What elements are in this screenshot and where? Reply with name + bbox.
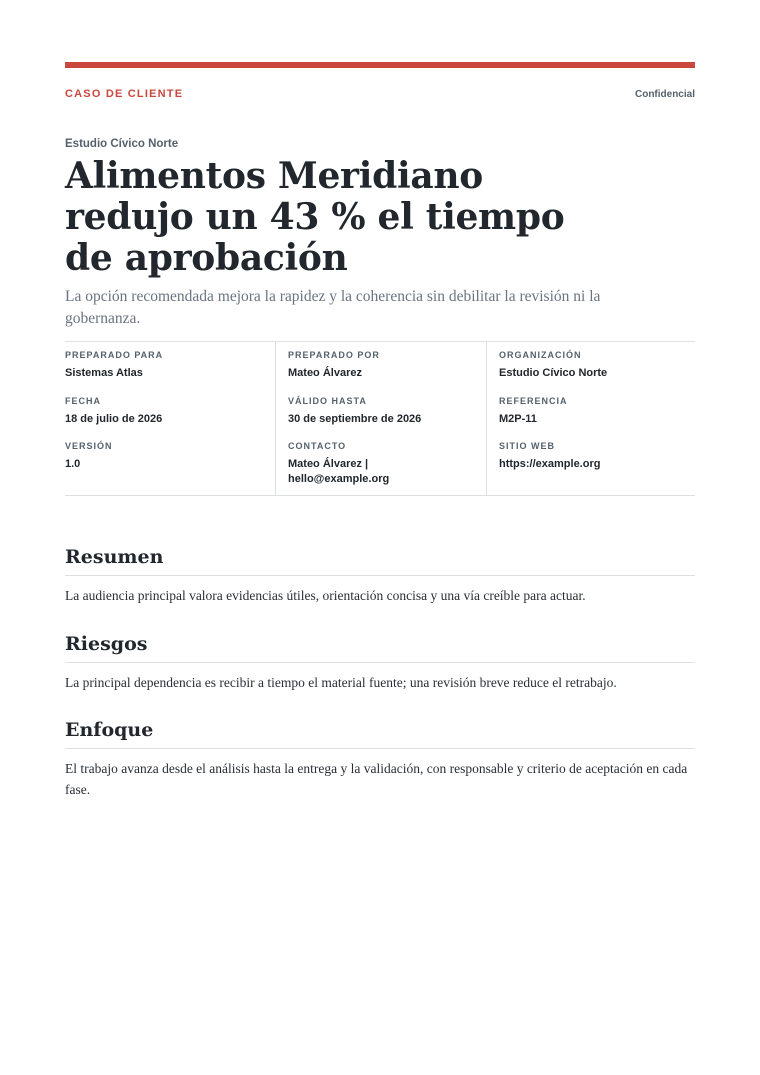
metadata-label: REFERENCIA (499, 395, 568, 406)
metadata-column (65, 342, 275, 495)
metadata-item-organization (499, 350, 695, 396)
section-risks (65, 633, 695, 694)
page-title: Alimentos Meridiano redujo un 43 % el tiempo de aprobación (65, 155, 565, 279)
section-body: La principal dependencia es recibir a tiempo el material fuente; una revisión breve reduce el retrabajo. (65, 674, 617, 690)
metadata-item-reference (499, 396, 695, 442)
metadata-label: SITIO WEB (499, 441, 555, 451)
metadata-table (65, 341, 695, 496)
metadata-label: FECHA (65, 395, 101, 406)
metadata-value: Estudio Cívico Norte (499, 367, 608, 379)
metadata-item-date (65, 396, 275, 442)
section-approach (65, 719, 695, 800)
metadata-value: Sistemas Atlas (65, 367, 143, 379)
section-body: La audiencia principal valora evidencias útiles, orientación concisa y una vía creíble para actuar. (65, 588, 586, 603)
document-header (65, 87, 695, 101)
metadata-value: M2P-11 (499, 412, 537, 425)
metadata-label: CONTACTO (288, 441, 347, 451)
metadata-item-contact (288, 441, 486, 487)
metadata-label: PREPARADO PARA (65, 350, 164, 360)
section-heading: Enfoque (65, 719, 695, 749)
metadata-label: VÁLIDO HASTA (288, 395, 367, 406)
metadata-label: PREPARADO POR (288, 350, 380, 360)
metadata-item-prepared-by (288, 350, 486, 396)
metadata-label: VERSIÓN (65, 441, 113, 451)
metadata-value: 18 de julio de 2026 (65, 412, 163, 425)
document-page (65, 62, 695, 800)
metadata-item-version (65, 441, 275, 472)
metadata-column (486, 342, 695, 495)
page-subtitle: La opción recomendada mejora la rapidez y la coherencia sin debilitar la revisión ni la gobernanza. (65, 288, 601, 327)
metadata-column (275, 342, 486, 495)
confidential-label: Confidencial (634, 88, 695, 100)
accent-rule (65, 62, 695, 68)
metadata-value: 30 de septiembre de 2026 (288, 412, 422, 425)
metadata-value: Mateo Álvarez (288, 367, 362, 379)
metadata-item-valid-until (288, 396, 486, 442)
section-summary (65, 546, 695, 607)
organization-name: Estudio Cívico Norte (65, 138, 179, 150)
metadata-label: ORGANIZACIÓN (499, 350, 582, 360)
section-body: El trabajo avanza desde el análisis hasta la entrega y la validación, con responsable y criterio de aceptación en cada fase. (65, 761, 688, 797)
metadata-value: 1.0 (65, 458, 81, 470)
metadata-value: Mateo Álvarez | hello@example.org (288, 458, 390, 485)
website-link[interactable]: https://example.org (499, 458, 601, 470)
metadata-item-website (499, 441, 695, 472)
section-heading: Resumen (65, 546, 695, 576)
document-kicker: CASO DE CLIENTE (65, 88, 184, 100)
section-heading: Riesgos (65, 633, 695, 663)
metadata-item-prepared-for (65, 350, 275, 396)
